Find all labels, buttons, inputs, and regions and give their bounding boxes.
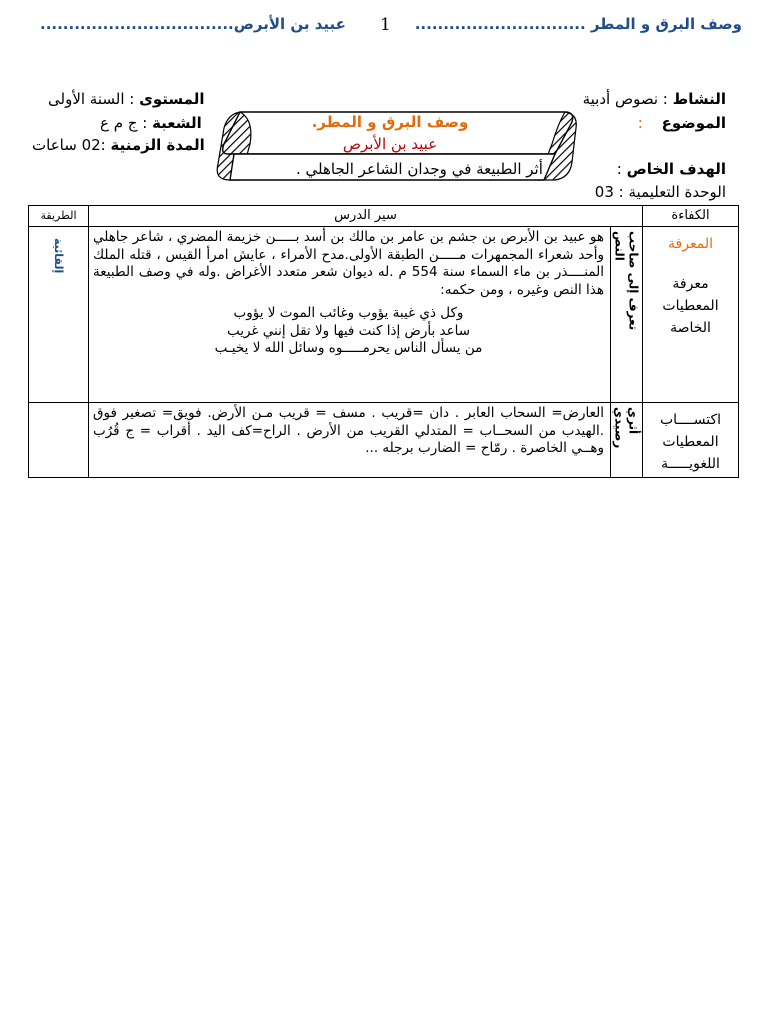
branch-value: : ج م ع	[100, 114, 148, 132]
activity-value: : نصوص أدبية	[582, 90, 668, 108]
content-cell	[89, 403, 611, 478]
unit-value: : 03	[594, 183, 624, 201]
competency-cell	[643, 227, 739, 403]
page-number: 1	[380, 15, 391, 35]
header-course: سير الدرس	[89, 206, 643, 227]
bio-text: هو عبيد بن الأبرص بن جشم بن عامر بن مالك بن أسد بـــــن خزيمة المضري ، شاعر جاهلي وأحد شعراء المجمهرات مـــــن الطبقة الأولى.مدح الأمراء ، عايش امرأ القيس ، قتله الملك المنــــذر بن ماء السماء سنة 554 م .له ديوان شعر متعدد الأغراض .وله في وصف الطبيعة هذا النص وغيره ، ومن حكمه:	[93, 229, 605, 298]
unit-label: الوحدة التعليمية	[628, 183, 726, 201]
side-label-cell	[611, 227, 643, 403]
goal-colon: :	[616, 160, 622, 178]
topic-label: الموضوع	[661, 114, 726, 132]
header-method: الطريقة	[29, 206, 89, 227]
header-title-right: وصف البرق و المطر ..............................	[414, 15, 742, 33]
method-label: إلقائية	[52, 237, 65, 273]
topic-line	[638, 114, 726, 132]
vocab-text: العارض= السحاب العابر . دان =قريب . مسف = قريب مـن الأرض. فويق= تصغير فوق .الهيدب من السحــاب = المتدلي القريب من الأرض . الراح=كف اليد . أقراب = ج قُرُب وهــي الخاصرة . رمّاح = الضارب برجله ...	[93, 405, 605, 456]
banner-poet: عبيد بن الأبرص	[342, 135, 438, 153]
side-label: أثري رصيدي	[612, 407, 641, 449]
level-line	[48, 90, 204, 108]
poem	[93, 305, 604, 358]
level-label: المستوى	[139, 90, 205, 108]
competency-desc: اكتســــاب المعطيات اللغويـــــة	[659, 412, 722, 472]
banner-title: وصف البرق و المطر.	[311, 113, 469, 131]
table-row	[29, 403, 739, 478]
goal-label: الهدف الخاص	[626, 160, 726, 178]
table-row	[29, 227, 739, 403]
content-cell	[89, 227, 611, 403]
verse-1: وكل ذي غيبة يؤوب وغائب الموت لا يؤوب	[233, 305, 464, 321]
table-header-row	[29, 206, 739, 227]
header-competency: الكفاءة	[643, 206, 739, 227]
goal-line	[617, 160, 726, 178]
competency-title: المعرفة	[668, 236, 713, 252]
duration-label: المدة الزمنية	[110, 136, 205, 154]
topic-colon: :	[637, 114, 643, 132]
side-label-cell	[611, 403, 643, 478]
activity-line	[583, 90, 726, 108]
goal-value: أثر الطبيعة في وجدان الشاعر الجاهلي .	[296, 160, 543, 178]
duration-value: :02 ساعات	[32, 136, 106, 154]
side-label: تعرف إلى صاحب النص	[612, 231, 641, 331]
branch-label: الشعبة	[152, 114, 202, 132]
competency-cell	[643, 403, 739, 478]
level-value: : السنة الأولى	[48, 90, 135, 108]
lesson-table	[28, 205, 739, 478]
activity-label: النشاط	[672, 90, 726, 108]
unit-line	[595, 183, 726, 201]
method-cell	[29, 227, 89, 403]
branch-line	[100, 114, 202, 132]
duration-line	[32, 136, 205, 154]
competency-desc: معرفة المعطيات الخاصة	[662, 276, 719, 336]
verse-2: ساعد بأرض إذا كنت فيها ولا تقل إنني غريب	[226, 322, 471, 339]
header-title-left: عبيد بن الأبرص..................................	[40, 15, 346, 33]
method-cell	[29, 403, 89, 478]
verse-3: من يسأل الناس يحرمـــــوه وسائل الله لا يخيـب	[214, 340, 483, 356]
